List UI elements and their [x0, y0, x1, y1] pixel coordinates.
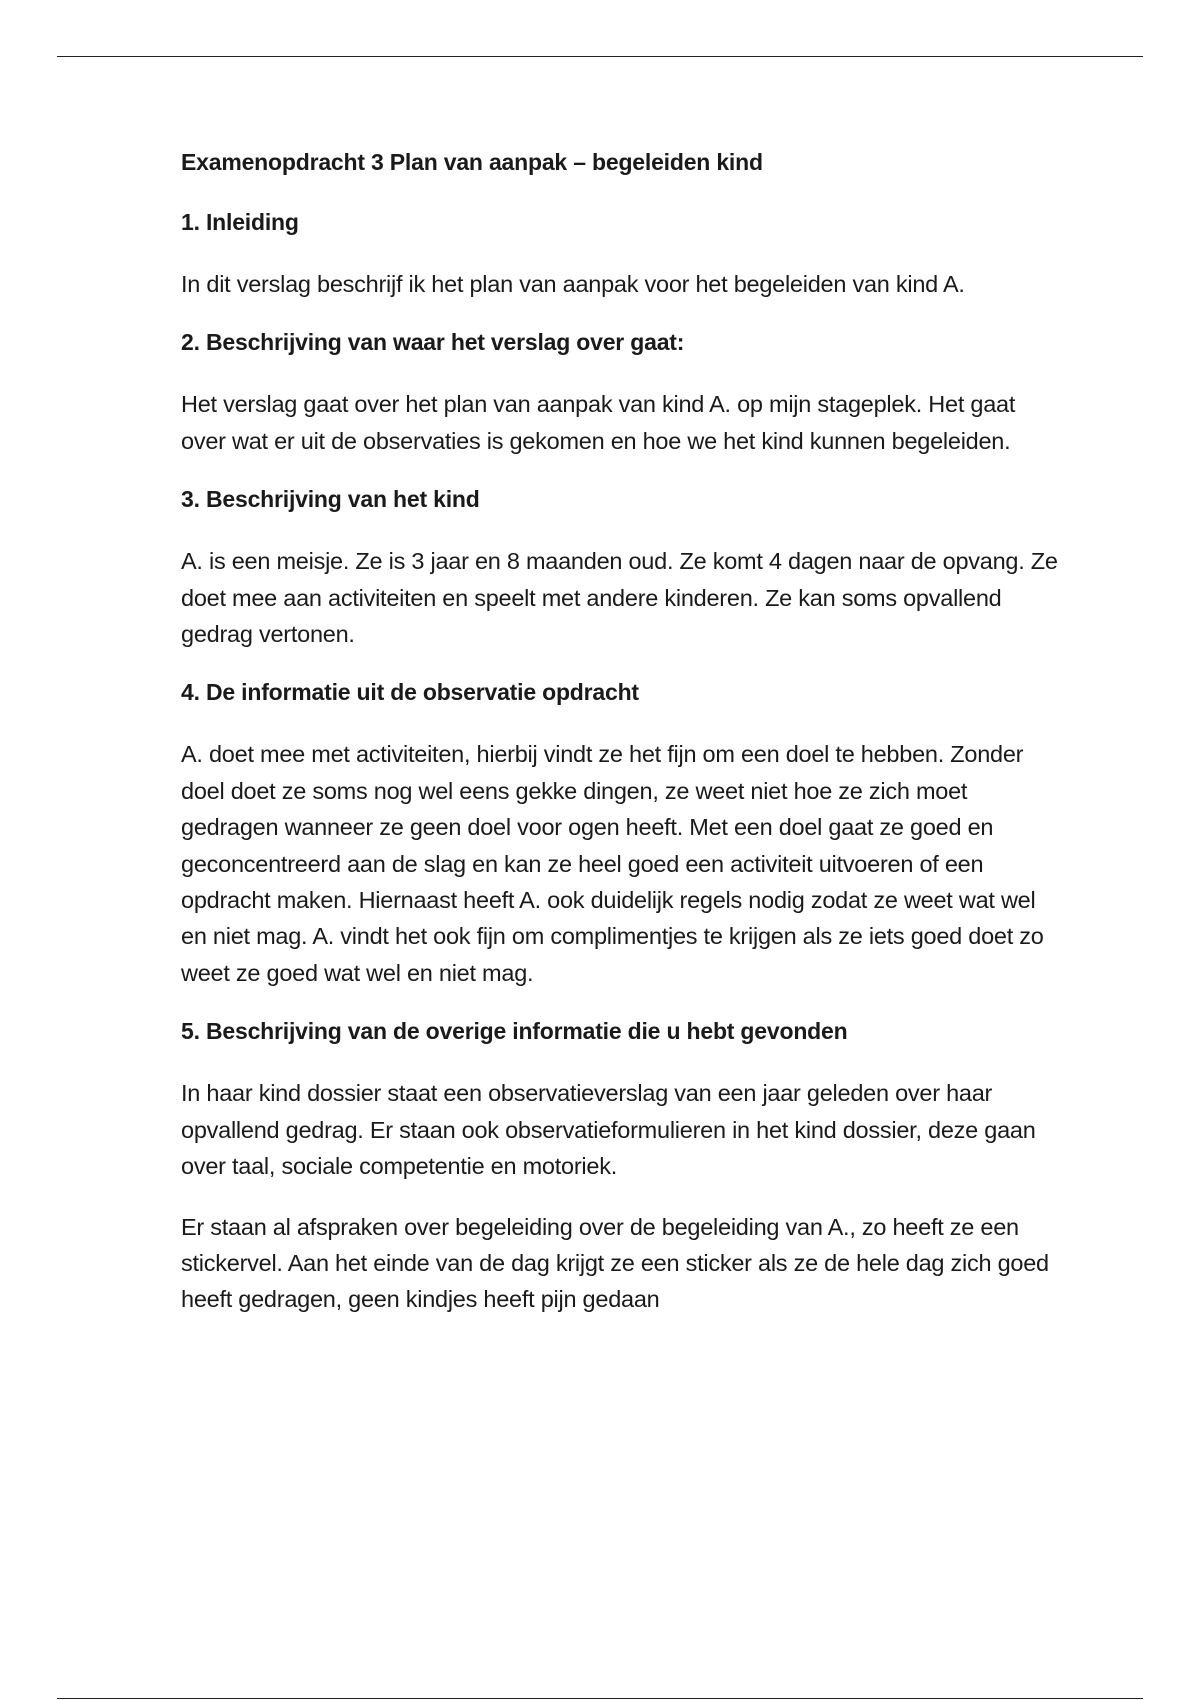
header-rule — [57, 56, 1143, 57]
section-heading-observatie-informatie: 4. De informatie uit de observatie opdracht — [181, 679, 639, 706]
section-paragraph: In haar kind dossier staat een observatieverslag van een jaar geleden over haar opvallend gedrag. Er staan ook observatieformulieren in het kind dossier, deze gaan over taal, sociale competentie en motoriek. — [181, 1080, 1036, 1180]
section-paragraph: Er staan al afspraken over begeleiding over de begeleiding van A., zo heeft ze een stickervel. Aan het einde van de dag krijgt ze een sticker als ze de hele dag zich goed heeft gedragen, geen kindjes heeft pijn gedaan — [181, 1213, 1049, 1313]
document-body — [181, 146, 1061, 1342]
document-title: Examenopdracht 3 Plan van aanpak – begeleiden kind — [181, 149, 763, 175]
section-heading-overige-informatie: 5. Beschrijving van de overige informatie die u hebt gevonden — [181, 1018, 848, 1045]
section-heading-beschrijving-kind: 3. Beschrijving van het kind — [181, 486, 480, 513]
section-paragraph: A. is een meisje. Ze is 3 jaar en 8 maanden oud. Ze komt 4 dagen naar de opvang. Ze doet mee aan activiteiten en speelt met andere kinderen. Ze kan soms opvallend gedrag vertonen. — [181, 548, 1058, 648]
section-heading-inleiding: 1. Inleiding — [181, 209, 299, 235]
section-heading-beschrijving-verslag: 2. Beschrijving van waar het verslag over gaat: — [181, 329, 685, 356]
section-paragraph: In dit verslag beschrijf ik het plan van aanpak voor het begeleiden van kind A. — [181, 271, 965, 297]
section-paragraph: Het verslag gaat over het plan van aanpak van kind A. op mijn stageplek. Het gaat over wat er uit de observaties is gekomen en hoe we het kind kunnen begeleiden. — [181, 391, 1016, 454]
footer-rule — [57, 1698, 1143, 1699]
section-paragraph: A. doet mee met activiteiten, hierbij vindt ze het fijn om een doel te hebben. Zonder doel doet ze soms nog wel eens gekke dingen, ze weet niet hoe ze zich moet gedragen wanneer ze geen doel voor ogen heeft. Met een doel gaat ze goed en geconcentreerd aan de slag en kan ze heel goed een activiteit uitvoeren of een opdracht maken. Hiernaast heeft A. ook duidelijk regels nodig zodat ze weet wat wel en niet mag. A. vindt het ook fijn om complimentjes te krijgen als ze iets goed doet zo weet ze goed wat wel en niet mag. — [181, 741, 1044, 986]
